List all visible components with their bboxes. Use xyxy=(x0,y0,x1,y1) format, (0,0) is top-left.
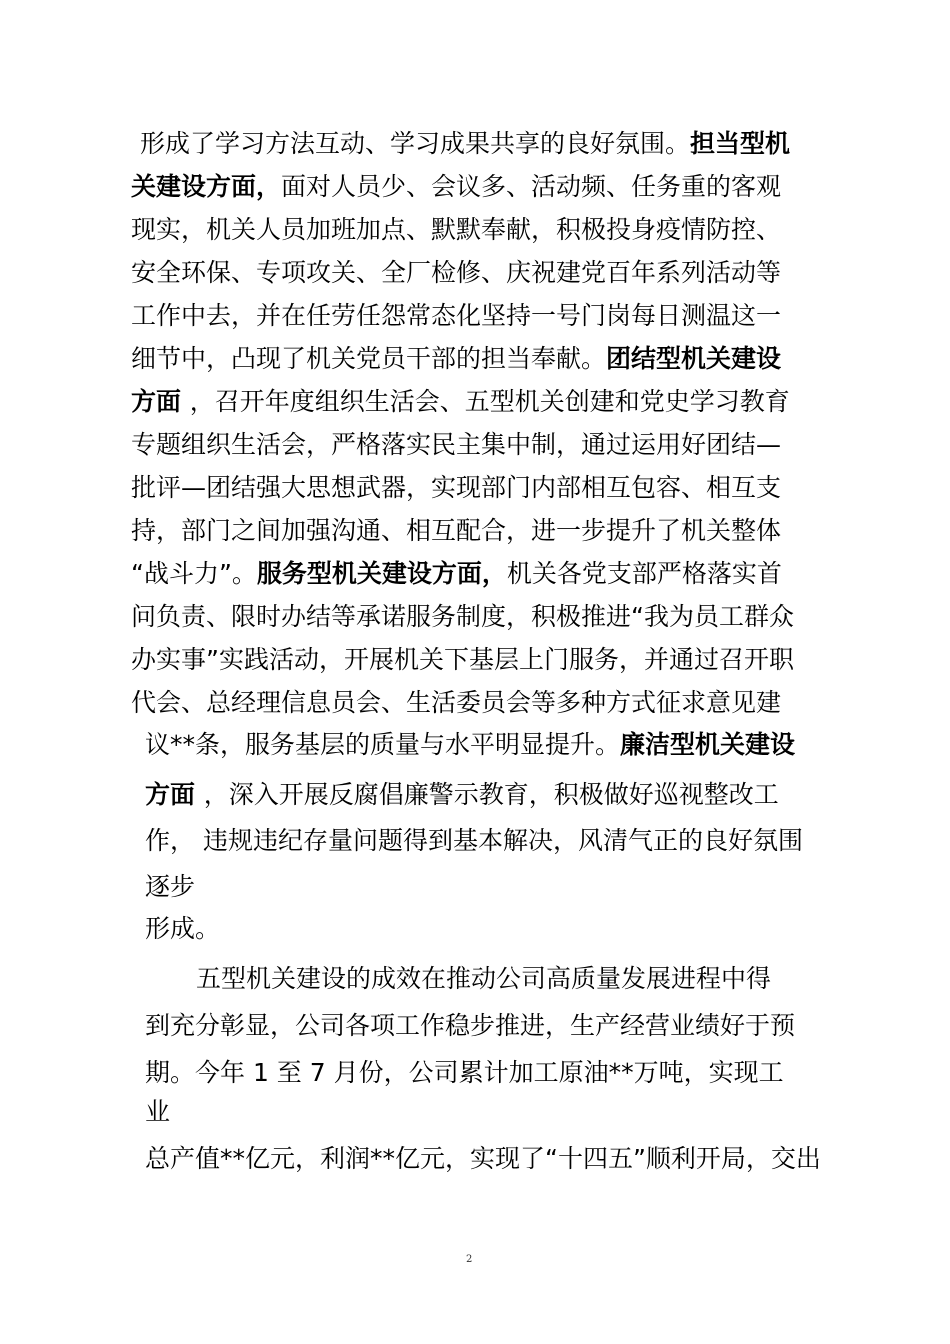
bold-heading-text: 廉洁型机关建设 xyxy=(620,730,796,759)
body-text: 持，部门之间加强沟通、相互配合，进一步提升了机关整体 xyxy=(131,516,782,545)
body-text: 安全环保、专项攻关、全厂检修、庆祝建党百年系列活动等 xyxy=(131,258,782,287)
text-line xyxy=(131,645,794,675)
body-text: 工作中去，并在任劳任怨常态化坚持一号门岗每日测温这一 xyxy=(131,301,782,330)
body-text: ，深入开展反腐倡廉警示教育，积极做好巡视整改工 xyxy=(203,780,779,809)
text-line xyxy=(145,1144,821,1174)
body-text: 议**条，服务基层的质量与水平明显提升。 xyxy=(145,730,621,759)
bold-heading-text: 担当型机 xyxy=(690,129,791,158)
text-line xyxy=(145,1058,784,1088)
body-text: 批评—团结强大思想武器，实现部门内部相互包容、相互支 xyxy=(131,473,782,502)
page-number: 2 xyxy=(466,1254,473,1265)
bold-heading-text: 团结型机关建设 xyxy=(606,344,782,373)
body-text: 逐步 xyxy=(145,872,196,901)
body-text: 面对人员少、会议多、活动频、任务重的客观 xyxy=(281,172,782,201)
text-line xyxy=(145,1097,170,1127)
text-line xyxy=(131,516,781,546)
text-line xyxy=(131,301,781,331)
text-line xyxy=(145,826,803,856)
bold-heading-text: 关建设方面， xyxy=(131,172,282,201)
text-line xyxy=(145,872,195,902)
text-line xyxy=(140,129,790,159)
text-line xyxy=(131,430,781,460)
body-text: 业 xyxy=(145,1097,171,1126)
body-text: 五型机关建设的成效在推动公司高质量发展进程中得 xyxy=(196,964,772,993)
body-text: 现实，机关人员加班加点、默默奉献，积极投身疫情防控、 xyxy=(131,215,782,244)
body-text: 机关各党支部严格落实首 xyxy=(506,559,782,588)
body-text: 代会、总经理信息员会、生活委员会等多种方式征求意见建 xyxy=(131,688,782,717)
text-line xyxy=(145,730,795,760)
text-line xyxy=(145,1011,795,1041)
text-line xyxy=(131,688,781,718)
text-line xyxy=(196,964,771,994)
bold-heading-text: 方面 xyxy=(131,387,190,416)
bold-heading-text: 方面 xyxy=(145,780,204,809)
body-text: 到充分彰显，公司各项工作稳步推进，生产经营业绩好于预 xyxy=(145,1011,796,1040)
body-text: 办实事”实践活动，开展机关下基层上门服务，并通过召开职 xyxy=(131,645,794,674)
body-text: ，召开年度组织生活会、五型机关创建和党史学习教育 xyxy=(189,387,790,416)
body-text: 期。今年 1 至 7 月份，公司累计加工原油**万吨，实现工 xyxy=(145,1058,784,1087)
text-line xyxy=(131,473,781,503)
text-line xyxy=(131,172,781,202)
text-line xyxy=(131,559,782,589)
text-line xyxy=(145,780,779,810)
bold-heading-text: 服务型机关建设方面， xyxy=(256,559,507,588)
text-line xyxy=(131,387,790,417)
text-line xyxy=(145,914,220,944)
body-text: 问负责、限时办结等承诺服务制度，积极推进“我为员工群众 xyxy=(131,602,794,631)
body-text: “战斗力”。 xyxy=(131,559,257,588)
body-text: 细节中，凸现了机关党员干部的担当奉献。 xyxy=(131,344,607,373)
body-text: 专题组织生活会，严格落实民主集中制，通过运用好团结— xyxy=(131,430,782,459)
text-line xyxy=(131,344,781,374)
text-line xyxy=(131,258,781,288)
body-text: 形成。 xyxy=(145,914,221,943)
body-text: 总产值**亿元，利润**亿元，实现了“十四五”顺利开局，交出 xyxy=(145,1144,821,1173)
text-line xyxy=(131,602,794,632)
text-line xyxy=(131,215,781,245)
body-text: 作， 违规违纪存量问题得到基本解决，风清气正的良好氛围 xyxy=(145,826,803,855)
body-text: 形成了学习方法互动、学习成果共享的良好氛围。 xyxy=(140,129,691,158)
